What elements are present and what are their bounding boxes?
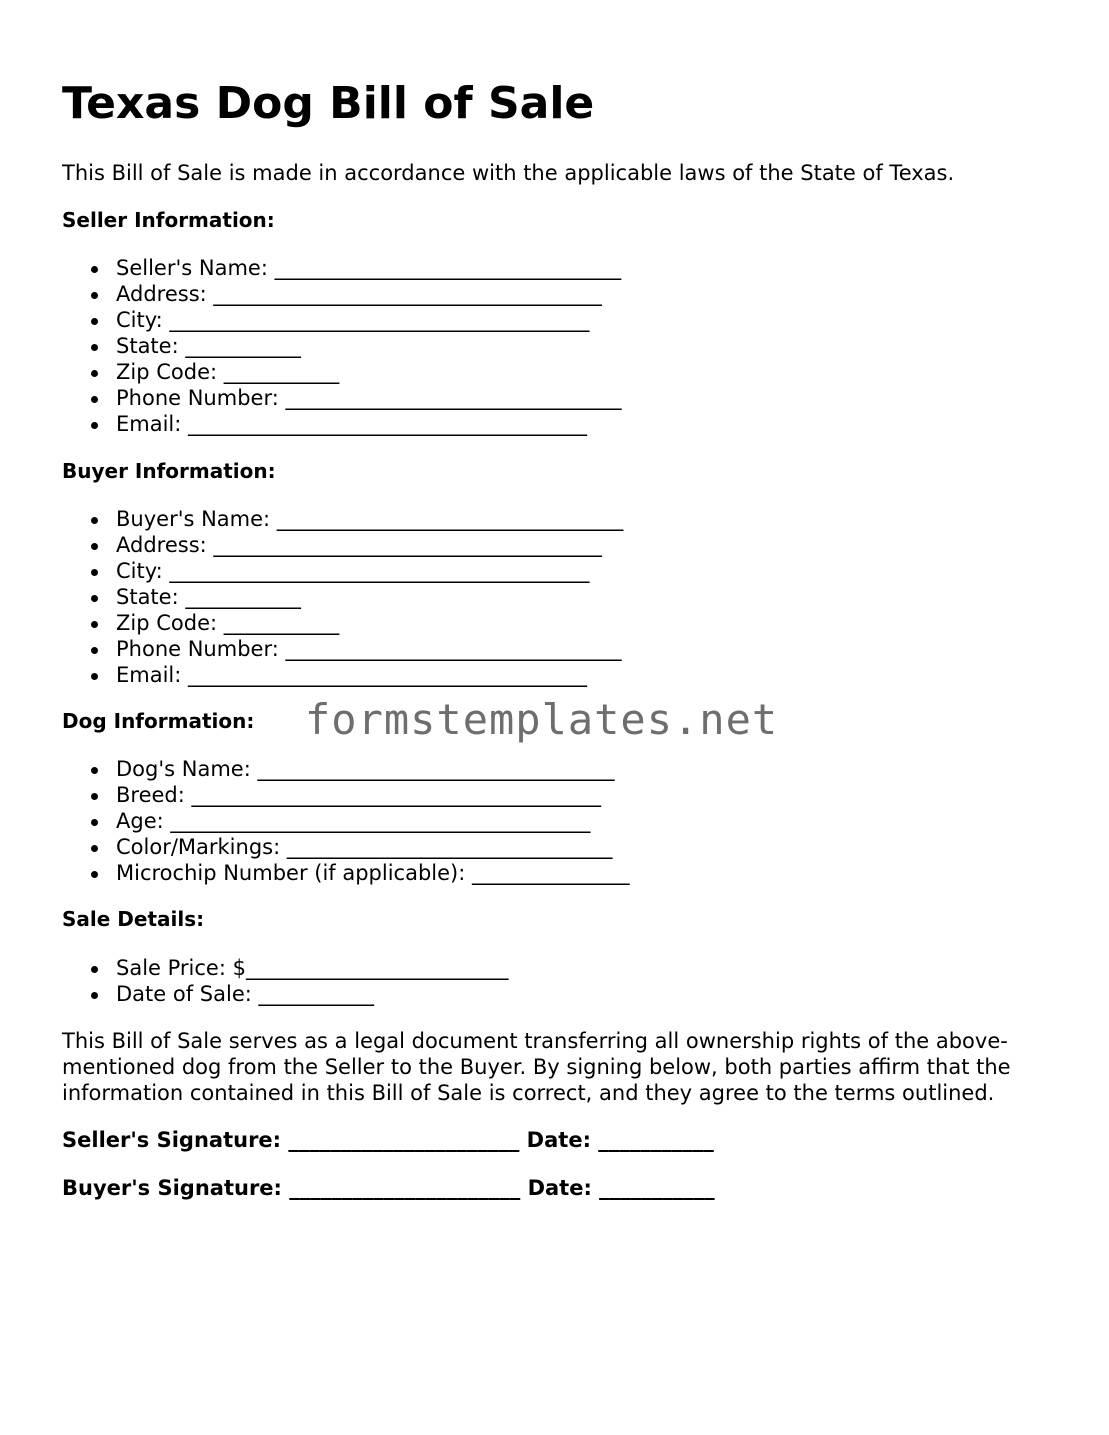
dog-age-field[interactable]: Age: ________________________________________ xyxy=(62,808,630,834)
dog-name-field[interactable]: Dog's Name: __________________________________ xyxy=(62,756,630,782)
document-title: Texas Dog Bill of Sale xyxy=(62,78,595,129)
dog-color-markings-field[interactable]: Color/Markings: _______________________________ xyxy=(62,834,630,860)
dog-information-list xyxy=(62,756,630,886)
dog-microchip-field[interactable]: Microchip Number (if applicable): _______________ xyxy=(62,860,630,886)
dog-breed-field[interactable]: Breed: _______________________________________ xyxy=(62,782,630,808)
seller-signature-line[interactable]: Seller's Signature: ______________________ Date: ___________ xyxy=(62,1128,714,1152)
buyer-zip-field[interactable]: Zip Code: ___________ xyxy=(62,610,623,636)
sale-details-heading: Sale Details: xyxy=(62,907,205,931)
seller-name-field[interactable]: Seller's Name: _________________________________ xyxy=(62,255,621,281)
seller-email-field[interactable]: Email: ______________________________________ xyxy=(62,411,621,437)
buyer-phone-field[interactable]: Phone Number: ________________________________ xyxy=(62,636,623,662)
buyer-information-list xyxy=(62,506,623,688)
intro-paragraph: This Bill of Sale is made in accordance with the applicable laws of the State of Texas. xyxy=(62,161,955,185)
buyer-address-field[interactable]: Address: _____________________________________ xyxy=(62,532,623,558)
watermark-text: formstemplates.net xyxy=(305,695,779,744)
sale-price-field[interactable]: Sale Price: $_________________________ xyxy=(62,955,508,981)
seller-information-list xyxy=(62,255,621,437)
dog-information-heading: Dog Information: xyxy=(62,709,255,733)
buyer-name-field[interactable]: Buyer's Name: _________________________________ xyxy=(62,506,623,532)
date-of-sale-field[interactable]: Date of Sale: ___________ xyxy=(62,981,508,1007)
seller-city-field[interactable]: City: ________________________________________ xyxy=(62,307,621,333)
buyer-email-field[interactable]: Email: ______________________________________ xyxy=(62,662,623,688)
sale-details-list xyxy=(62,955,508,1007)
seller-information-heading: Seller Information: xyxy=(62,208,275,232)
closing-paragraph: This Bill of Sale serves as a legal document transferring all ownership rights of the above-mentioned dog from the Seller to the Buyer. By signing below, both parties affirm that the information contained in this Bill of Sale is correct, and they agree to the terms outlined. xyxy=(62,1029,1011,1105)
seller-phone-field[interactable]: Phone Number: ________________________________ xyxy=(62,385,621,411)
seller-zip-field[interactable]: Zip Code: ___________ xyxy=(62,359,621,385)
buyer-city-field[interactable]: City: ________________________________________ xyxy=(62,558,623,584)
seller-state-field[interactable]: State: ___________ xyxy=(62,333,621,359)
seller-address-field[interactable]: Address: _____________________________________ xyxy=(62,281,621,307)
buyer-information-heading: Buyer Information: xyxy=(62,459,276,483)
buyer-signature-line[interactable]: Buyer's Signature: ______________________ Date: ___________ xyxy=(62,1176,715,1200)
buyer-state-field[interactable]: State: ___________ xyxy=(62,584,623,610)
